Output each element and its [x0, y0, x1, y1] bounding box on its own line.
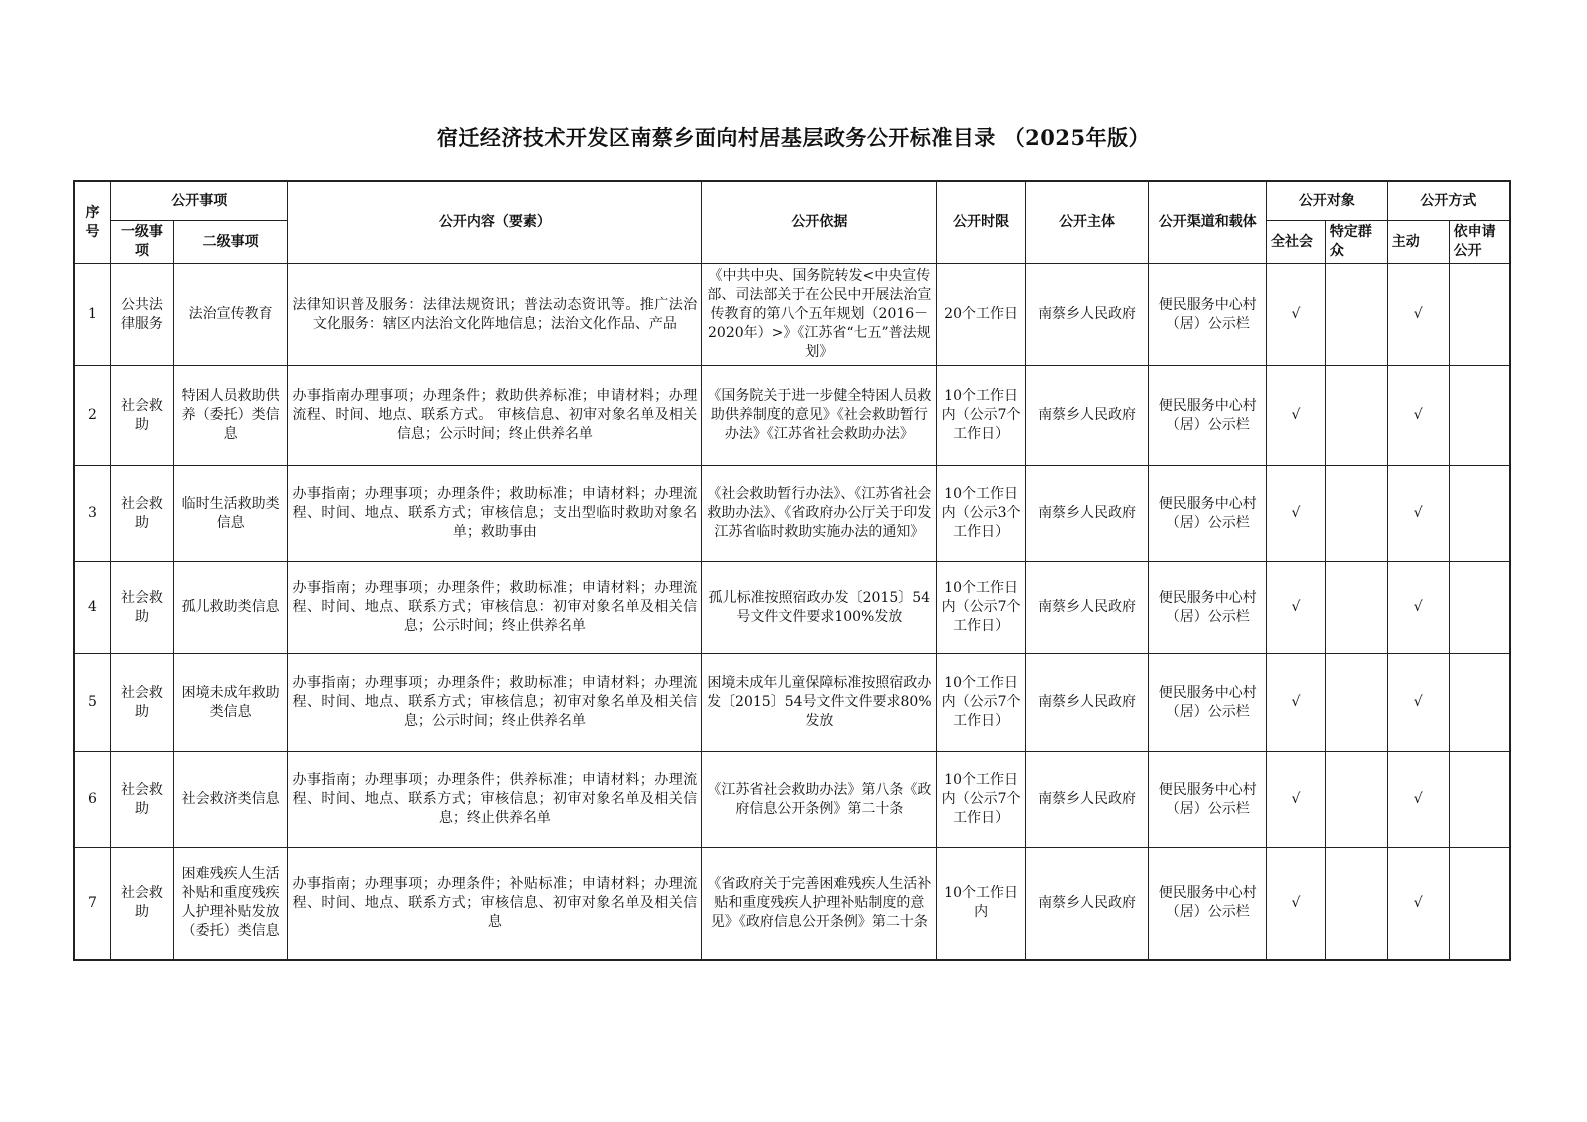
- row-level2: 特困人员救助供养（委托）类信息: [173, 366, 288, 466]
- row-content: 办事指南办理事项；办理条件；救助供养标准；申请材料；办理流程、时间、地点、联系方式。 审核信息、初审对象名单及相关信息；公示时间；终止供养名单: [288, 366, 702, 466]
- header-level1: 一级事项: [111, 221, 174, 264]
- row-target-all: √: [1267, 562, 1326, 654]
- row-target-specific: [1325, 562, 1387, 654]
- row-subject: 南蔡乡人民政府: [1025, 366, 1149, 466]
- catalog-table: [73, 180, 1511, 961]
- row-level2: 困境未成年救助类信息: [173, 654, 288, 752]
- row-level2: 法治宣传教育: [173, 264, 288, 366]
- header-method-active: 主动: [1387, 221, 1449, 264]
- row-method-apply: [1449, 848, 1510, 960]
- row-method-active: √: [1387, 466, 1449, 562]
- row-time-limit: 10个工作日内: [937, 848, 1025, 960]
- row-basis: 《社会救助暂行办法》、《江苏省社会救助办法》、《省政府办公厅关于印发江苏省临时救助实施办法的通知》: [702, 466, 937, 562]
- row-subject: 南蔡乡人民政府: [1025, 264, 1149, 366]
- row-time-limit: 10个工作日内（公示7个工作日）: [937, 654, 1025, 752]
- table-row: [74, 848, 1510, 960]
- row-basis: 孤儿标准按照宿政办发〔2015〕54号文件文件要求100%发放: [702, 562, 937, 654]
- row-time-limit: 10个工作日内（公示7个工作日）: [937, 562, 1025, 654]
- row-level2: 困难残疾人生活补贴和重度残疾人护理补贴发放（委托）类信息: [173, 848, 288, 960]
- row-subject: 南蔡乡人民政府: [1025, 562, 1149, 654]
- row-target-specific: [1325, 466, 1387, 562]
- row-subject: 南蔡乡人民政府: [1025, 752, 1149, 848]
- row-basis: 《国务院关于进一步健全特困人员救助供养制度的意见》《社会救助暂行办法》《江苏省社会救助办法》: [702, 366, 937, 466]
- row-method-apply: [1449, 366, 1510, 466]
- row-level1: 公共法律服务: [111, 264, 174, 366]
- row-method-active: √: [1387, 848, 1449, 960]
- row-target-specific: [1325, 264, 1387, 366]
- row-target-all: √: [1267, 848, 1326, 960]
- row-target-all: √: [1267, 654, 1326, 752]
- row-channel: 便民服务中心村（居）公示栏: [1149, 264, 1267, 366]
- row-time-limit: 10个工作日内（公示7个工作日）: [937, 752, 1025, 848]
- row-method-apply: [1449, 562, 1510, 654]
- row-target-all: √: [1267, 264, 1326, 366]
- row-target-specific: [1325, 654, 1387, 752]
- row-channel: 便民服务中心村（居）公示栏: [1149, 848, 1267, 960]
- header-basis: 公开依据: [702, 181, 937, 264]
- header-time-limit: 公开时限: [937, 181, 1025, 264]
- table-row: [74, 264, 1510, 366]
- row-method-active: √: [1387, 562, 1449, 654]
- row-target-specific: [1325, 366, 1387, 466]
- table-row: [74, 466, 1510, 562]
- row-subject: 南蔡乡人民政府: [1025, 654, 1149, 752]
- row-content: 办事指南；办理事项；办理条件；供养标准；申请材料；办理流程、时间、地点、联系方式；审核信息；初审对象名单及相关信息；终止供养名单: [288, 752, 702, 848]
- row-content: 法律知识普及服务：法律法规资讯；普法动态资讯等。推广法治文化服务：辖区内法治文化阵地信息；法治文化作品、产品: [288, 264, 702, 366]
- row-basis: 《省政府关于完善困难残疾人生活补贴和重度残疾人护理补贴制度的意见》《政府信息公开条例》第二十条: [702, 848, 937, 960]
- row-method-apply: [1449, 752, 1510, 848]
- header-content: 公开内容（要素）: [288, 181, 702, 264]
- row-content: 办事指南；办理事项；办理条件；救助标准；申请材料；办理流程、时间、地点、联系方式；审核信息：初审对象名单及相关信息；公示时间；终止供养名单: [288, 562, 702, 654]
- row-level2: 临时生活救助类信息: [173, 466, 288, 562]
- row-target-all: √: [1267, 752, 1326, 848]
- row-method-active: √: [1387, 366, 1449, 466]
- header-target-all: 全社会: [1267, 221, 1326, 264]
- header-target-specific: 特定群众: [1325, 221, 1387, 264]
- row-time-limit: 10个工作日内（公示3个工作日）: [937, 466, 1025, 562]
- row-basis: 困境未成年儿童保障标准按照宿政办发〔2015〕54号文件文件要求80%发放: [702, 654, 937, 752]
- row-method-apply: [1449, 654, 1510, 752]
- row-content: 办事指南；办理事项；办理条件；补贴标准；申请材料；办理流程、时间、地点、联系方式；审核信息、初审对象名单及相关信息: [288, 848, 702, 960]
- row-seq: 4: [74, 562, 111, 654]
- row-method-active: √: [1387, 264, 1449, 366]
- row-level1: 社会救助: [111, 466, 174, 562]
- row-target-specific: [1325, 752, 1387, 848]
- row-channel: 便民服务中心村（居）公示栏: [1149, 466, 1267, 562]
- header-method-apply: 依申请公开: [1449, 221, 1510, 264]
- row-basis: 《中共中央、国务院转发<中央宣传部、司法部关于在公民中开展法治宣传教育的第八个五年规划（2016－2020年）>》《江苏省“七五”普法规划》: [702, 264, 937, 366]
- row-time-limit: 10个工作日内（公示7个工作日）: [937, 366, 1025, 466]
- row-level1: 社会救助: [111, 562, 174, 654]
- row-method-active: √: [1387, 752, 1449, 848]
- table-row: [74, 752, 1510, 848]
- table-row: [74, 654, 1510, 752]
- table-row: [74, 366, 1510, 466]
- header-channel: 公开渠道和载体: [1149, 181, 1267, 264]
- row-subject: 南蔡乡人民政府: [1025, 848, 1149, 960]
- row-seq: 5: [74, 654, 111, 752]
- row-time-limit: 20个工作日: [937, 264, 1025, 366]
- row-seq: 7: [74, 848, 111, 960]
- row-method-apply: [1449, 466, 1510, 562]
- row-seq: 3: [74, 466, 111, 562]
- page-title: 宿迁经济技术开发区南蔡乡面向村居基层政务公开标准目录 （2025年版）: [436, 125, 1151, 150]
- row-seq: 6: [74, 752, 111, 848]
- row-level1: 社会救助: [111, 752, 174, 848]
- row-method-active: √: [1387, 654, 1449, 752]
- header-row-1: [74, 181, 1510, 221]
- row-content: 办事指南；办理事项；办理条件；救助标准；申请材料；办理流程、时间、地点、联系方式；审核信息；支出型临时救助对象名单；救助事由: [288, 466, 702, 562]
- table-row: [74, 562, 1510, 654]
- row-channel: 便民服务中心村（居）公示栏: [1149, 752, 1267, 848]
- header-target: 公开对象: [1267, 181, 1388, 221]
- row-target-all: √: [1267, 466, 1326, 562]
- header-seq: 序号: [74, 181, 111, 264]
- header-method: 公开方式: [1387, 181, 1510, 221]
- row-channel: 便民服务中心村（居）公示栏: [1149, 654, 1267, 752]
- header-items: 公开事项: [111, 181, 288, 221]
- row-level1: 社会救助: [111, 848, 174, 960]
- row-level2: 孤儿救助类信息: [173, 562, 288, 654]
- header-subject: 公开主体: [1025, 181, 1149, 264]
- header-level2: 二级事项: [173, 221, 288, 264]
- row-subject: 南蔡乡人民政府: [1025, 466, 1149, 562]
- row-content: 办事指南；办理事项；办理条件；救助标准；申请材料；办理流程、时间、地点、联系方式；审核信息；初审对象名单及相关信息；公示时间；终止供养名单: [288, 654, 702, 752]
- row-seq: 1: [74, 264, 111, 366]
- row-channel: 便民服务中心村（居）公示栏: [1149, 366, 1267, 466]
- row-level2: 社会救济类信息: [173, 752, 288, 848]
- row-target-specific: [1325, 848, 1387, 960]
- row-level1: 社会救助: [111, 366, 174, 466]
- row-basis: 《江苏省社会救助办法》第八条《政府信息公开条例》第二十条: [702, 752, 937, 848]
- row-channel: 便民服务中心村（居）公示栏: [1149, 562, 1267, 654]
- row-seq: 2: [74, 366, 111, 466]
- row-level1: 社会救助: [111, 654, 174, 752]
- row-target-all: √: [1267, 366, 1326, 466]
- row-method-apply: [1449, 264, 1510, 366]
